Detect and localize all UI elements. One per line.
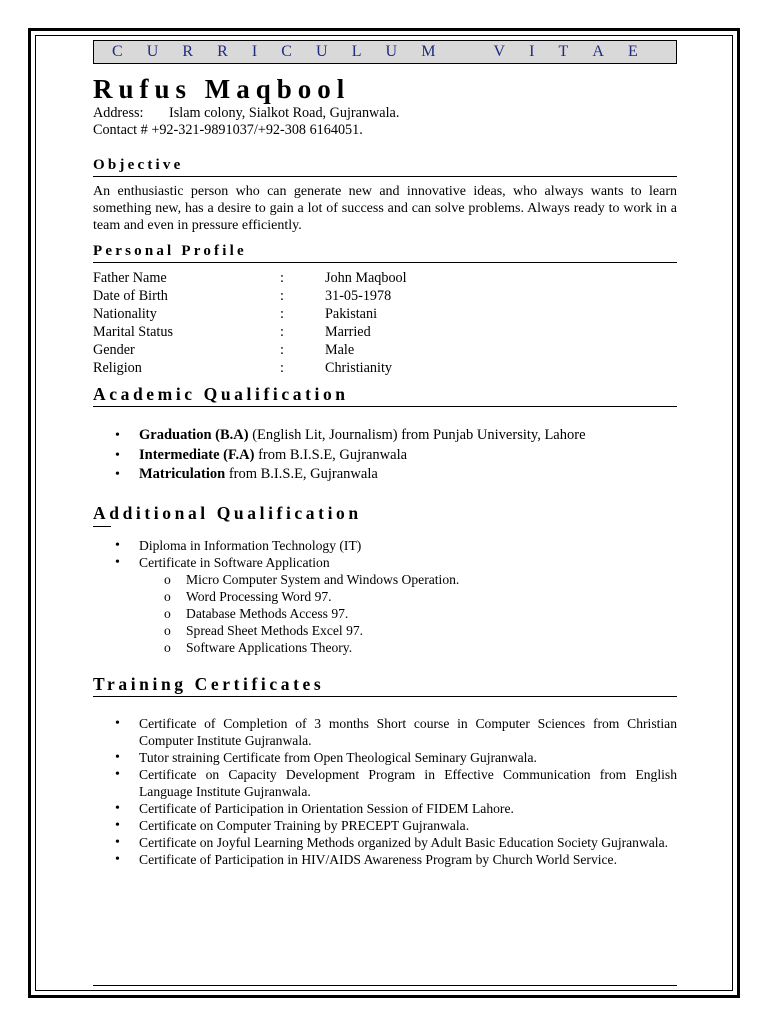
personal-profile-table [93, 269, 407, 377]
banner-letter: I [251, 43, 258, 60]
profile-separator: : [280, 269, 284, 286]
profile-label: Gender [93, 341, 135, 358]
profile-separator: : [280, 305, 284, 322]
list-item: • Certificate of Completion of 3 months Short course in Computer Sciences from Christian Computer Institute Gujranwala. [93, 715, 677, 749]
academic-list [93, 426, 677, 485]
training-list [93, 715, 677, 868]
banner-letter: U [146, 43, 159, 60]
list-item [93, 426, 677, 446]
profile-value: Married [325, 323, 371, 340]
candidate-name: Rufus Maqbool [93, 74, 351, 104]
qualification-name: Matriculation [139, 466, 226, 482]
profile-separator: : [280, 359, 284, 376]
list-item: • Certificate in Software Application [93, 554, 677, 571]
profile-value: Pakistani [325, 305, 378, 322]
banner-letter: R [182, 43, 194, 60]
profile-label: Date of Birth [93, 287, 168, 304]
objective-text: An enthusiastic person who can generate new and innovative ideas, who always wants to learn something new, has a desire to gain a lot of success and can solve problems. Always ready to work in a team and even in pressure efficiently. [93, 184, 677, 233]
qualification-name: Graduation (B.A) [139, 427, 249, 443]
list-item: • Certificate on Computer Training by PRECEPT Gujranwala. [93, 817, 677, 834]
qualification-detail: (English Lit, Journalism) from Punjab University, Lahore [248, 427, 586, 443]
footer-rule [93, 985, 677, 986]
list-item: • Certificate of Participation in HIV/AIDS Awareness Program by Church World Service. [93, 851, 677, 868]
banner-letter: E [628, 43, 638, 60]
banner-letter: V [493, 43, 506, 60]
profile-row [93, 305, 407, 323]
training-heading: Training Certificates [93, 673, 677, 697]
banner-letter: L [351, 43, 362, 60]
list-item: • Certificate on Capacity Development Program in Effective Communication from English Language Institute Gujranwala. [93, 766, 677, 800]
cv-banner [93, 40, 677, 64]
objective-heading: Objective [93, 156, 677, 177]
banner-letter: U [316, 43, 328, 60]
list-item: • Tutor straining Certificate from Open Theological Seminary Gujranwala. [93, 749, 677, 766]
qualification-detail: from B.I.S.E, Gujranwala [254, 446, 408, 463]
heading-underline [93, 526, 111, 527]
sub-list-item: o Spread Sheet Methods Excel 97. [93, 622, 677, 639]
qualification-name: Intermediate (F.A) [139, 446, 255, 463]
banner-letter: M [421, 43, 436, 60]
banner-letter: U [385, 43, 398, 60]
banner-letter: C [281, 43, 292, 60]
profile-label: Nationality [93, 305, 157, 322]
profile-row [93, 341, 407, 359]
list-item: • Certificate of Participation in Orientation Session of FIDEM Lahore. [93, 800, 677, 817]
address-line [93, 105, 677, 122]
sub-list-item: o Software Applications Theory. [93, 639, 677, 656]
additional-list [93, 537, 677, 656]
profile-value: John Maqbool [325, 269, 407, 286]
profile-label: Religion [93, 359, 142, 376]
profile-row [93, 269, 407, 287]
address-value: Islam colony, Sialkot Road, Gujranwala. [169, 105, 400, 121]
profile-label: Father Name [93, 269, 167, 286]
banner-letter: A [592, 43, 604, 60]
list-item: • Diploma in Information Technology (IT) [93, 537, 677, 554]
additional-heading: Additional Qualification [93, 502, 362, 523]
banner-letter: C [112, 43, 123, 60]
profile-label: Marital Status [93, 323, 173, 340]
profile-separator: : [280, 341, 284, 358]
banner-letter: R [217, 43, 228, 60]
profile-separator: : [280, 287, 284, 304]
profile-value: Male [325, 341, 355, 358]
profile-value: Christianity [325, 359, 392, 376]
profile-row [93, 287, 407, 305]
profile-separator: : [280, 323, 284, 340]
sub-list-item: o Word Processing Word 97. [93, 588, 677, 605]
profile-row [93, 359, 407, 377]
sub-list-item: o Micro Computer System and Windows Operation. [93, 571, 677, 588]
qualification-detail: from B.I.S.E, Gujranwala [225, 466, 378, 482]
profile-row [93, 323, 407, 341]
banner-letter: T [558, 43, 569, 60]
list-item: • Certificate on Joyful Learning Methods organized by Adult Basic Education Society Gujranwala. [93, 834, 677, 851]
personal-profile-heading: Personal Profile [93, 242, 677, 263]
contact-line: Contact # +92-321-9891037/+92-308 6164051. [93, 122, 363, 138]
cv-content [93, 40, 677, 868]
address-label: Address: [93, 105, 144, 121]
sub-list-item: o Database Methods Access 97. [93, 605, 677, 622]
academic-heading: Academic Qualification [93, 383, 677, 407]
list-item [93, 465, 677, 485]
banner-letter: I [529, 43, 535, 60]
profile-value: 31-05-1978 [325, 287, 392, 304]
list-item [93, 446, 677, 466]
